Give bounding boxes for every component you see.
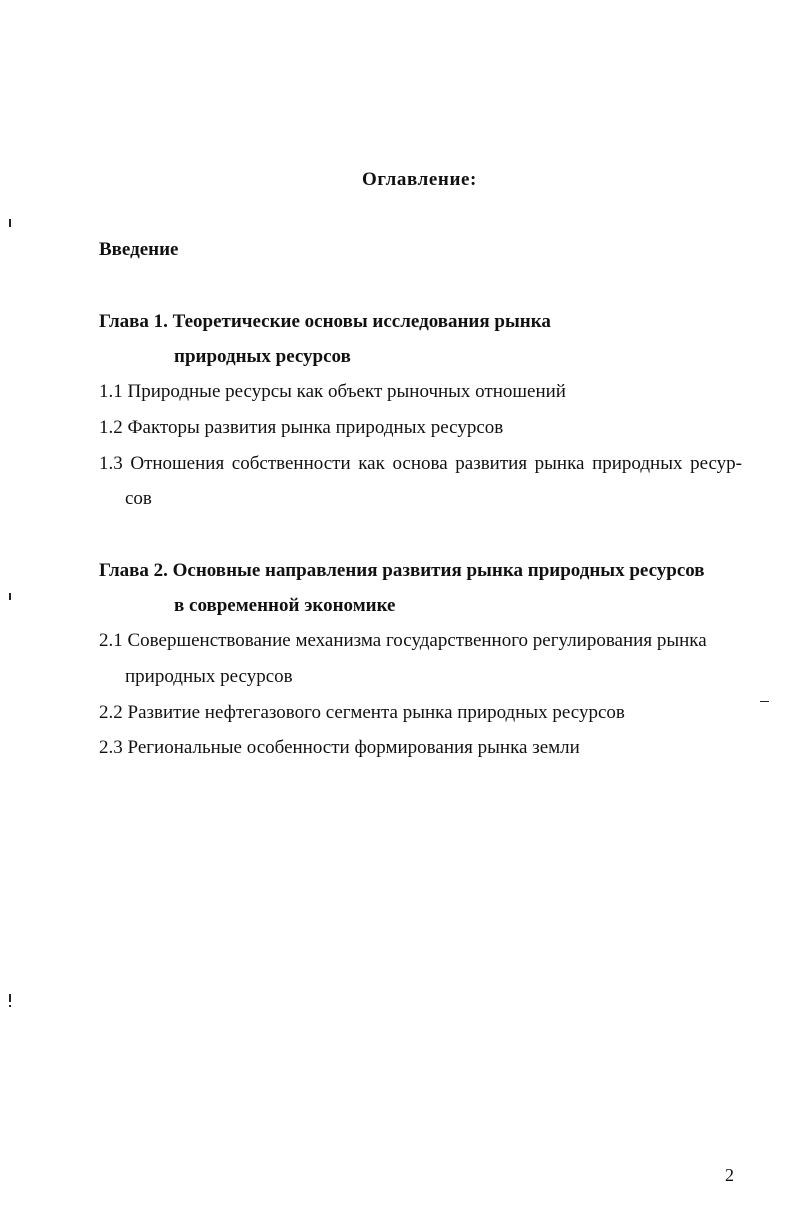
scan-mark [9,219,11,227]
toc-item-1-2: 1.2 Факторы развития рынка природных ресурсов [99,417,504,438]
scan-mark [9,1005,11,1007]
chapter1-heading-line2: природных ресурсов [174,346,351,367]
toc-item-1-3: 1.3 Отношения собственности как основа развития рынка природных ресур- [99,453,742,474]
chapter1-heading-line1: Глава 1. Теоретические основы исследования рынка [99,311,551,332]
toc-item-1-3-continuation: сов [125,488,152,509]
chapter2-heading-line2: в современной экономике [174,595,396,616]
toc-item-1-1: 1.1 Природные ресурсы как объект рыночных отношений [99,381,566,402]
toc-item-2-1: 2.1 Совершенствование механизма государственного регулирования рынка [99,630,707,651]
toc-item-2-3: 2.3 Региональные особенности формирования рынка земли [99,737,580,758]
toc-item-2-2: 2.2 Развитие нефтегазового сегмента рынка природных ресурсов [99,702,625,723]
toc-item-2-1-continuation: природных ресурсов [125,666,293,687]
toc-title: Оглавление: [362,169,477,190]
scan-mark [9,994,11,1002]
chapter2-heading-line1: Глава 2. Основные направления развития рынка природных ресурсов [99,560,705,581]
scan-mark [9,593,11,600]
toc-introduction: Введение [99,239,179,260]
scan-mark [760,701,769,702]
page-number: 2 [725,1165,734,1185]
